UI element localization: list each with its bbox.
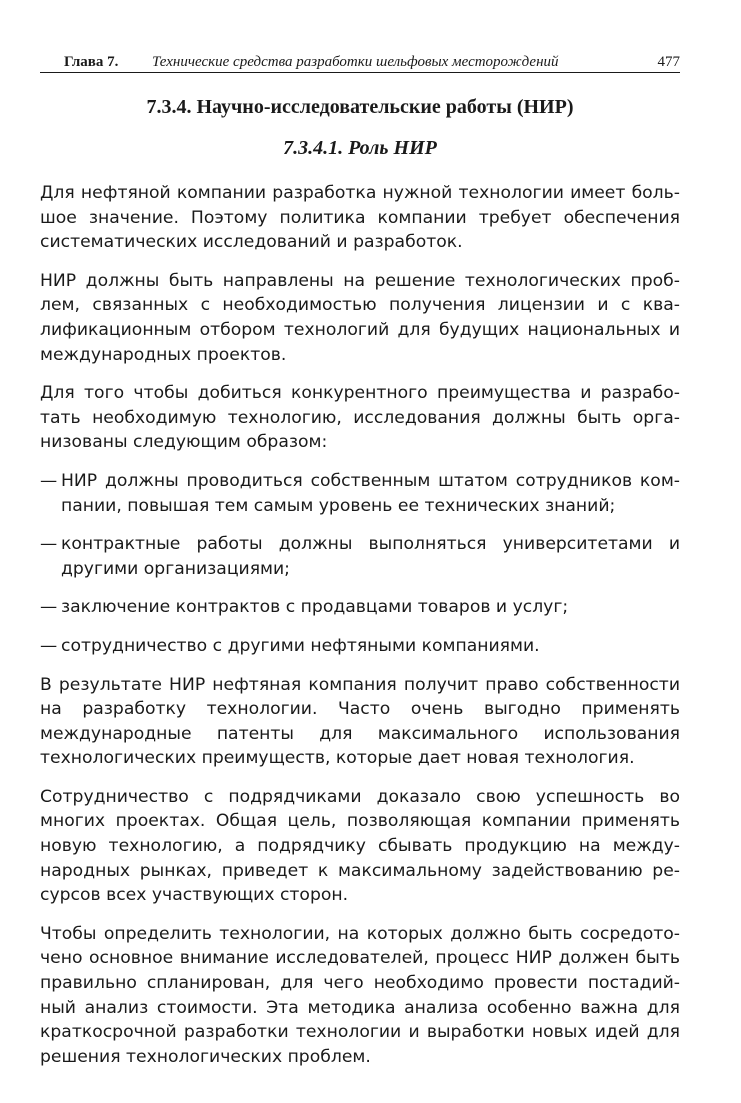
paragraph: Сотрудничество с подрядчиками доказало свою успешность во многих проектах. Общая цель, позволяющая компании применять новую технологию, а подрядчику сбывать продукцию на международных рынках, приведет к максимальному задействованию ресурсов всех участвующих сторон. bbox=[40, 786, 680, 906]
paragraph: Чтобы определить технологии, на которых должно быть сосредоточено основное внимание исследователей, процесс НИР должен быть правильно спланирован, для чего необходимо провести постадийный анализ стоимости. Эта методика анализа особенно важна для краткосрочной разработки технологии и выработки новых идей для решения технологических проблем. bbox=[40, 923, 680, 1067]
list-item bbox=[40, 469, 680, 518]
list-item bbox=[40, 532, 680, 581]
list-dash: — bbox=[40, 470, 58, 491]
body-text bbox=[40, 181, 680, 1083]
header-rule bbox=[40, 72, 680, 73]
paragraph: В результате НИР нефтяная компания получит право собственности на разработку технологии. Часто очень выгодно применять международные патенты для максимального использования технологических преимуществ, которые дает новая технология. bbox=[40, 674, 680, 769]
subsection-heading: 7.3.4.1. Роль НИР bbox=[283, 137, 437, 159]
paragraph: Для нефтяной компании разработка нужной технологии имеет большое значение. Поэтому политика компании требует обеспечения систематических исследований и разработок. bbox=[40, 183, 680, 253]
list-dash: — bbox=[40, 635, 58, 656]
list-dash: — bbox=[40, 597, 58, 618]
list-item-text: контрактные работы должны выполняться университетами и другими организациями; bbox=[61, 534, 680, 579]
list-item-text: НИР должны проводиться собственным штатом сотрудников компании, повышая тем самым уровень ее технических знаний; bbox=[61, 470, 680, 516]
running-header bbox=[40, 50, 680, 74]
list-item-text: заключение контрактов с продавцами товаров и услуг; bbox=[61, 597, 569, 618]
section-heading: 7.3.4. Научно-исследовательские работы (НИР) bbox=[146, 96, 574, 118]
list-item bbox=[40, 634, 680, 659]
paragraph: Для того чтобы добиться конкурентного преимущества и разработать необходимую технологию, исследования должны быть организованы следующим образом: bbox=[40, 383, 680, 453]
chapter-label: Глава 7. bbox=[64, 54, 119, 70]
list-item bbox=[40, 595, 680, 620]
book-page bbox=[40, 0, 680, 1103]
chapter-title: Технические средства разработки шельфовых месторождений bbox=[152, 54, 559, 70]
list-dash: — bbox=[40, 534, 58, 555]
dash-list bbox=[40, 469, 680, 659]
list-item-text: сотрудничество с другими нефтяными компаниями. bbox=[61, 635, 540, 656]
paragraph: НИР должны быть направлены на решение технологических проблем, связанных с необходимостью получения лицензии и с квалификационным отбором технологий для будущих национальных и международных проектов. bbox=[40, 270, 680, 365]
page-number: 477 bbox=[657, 54, 680, 70]
